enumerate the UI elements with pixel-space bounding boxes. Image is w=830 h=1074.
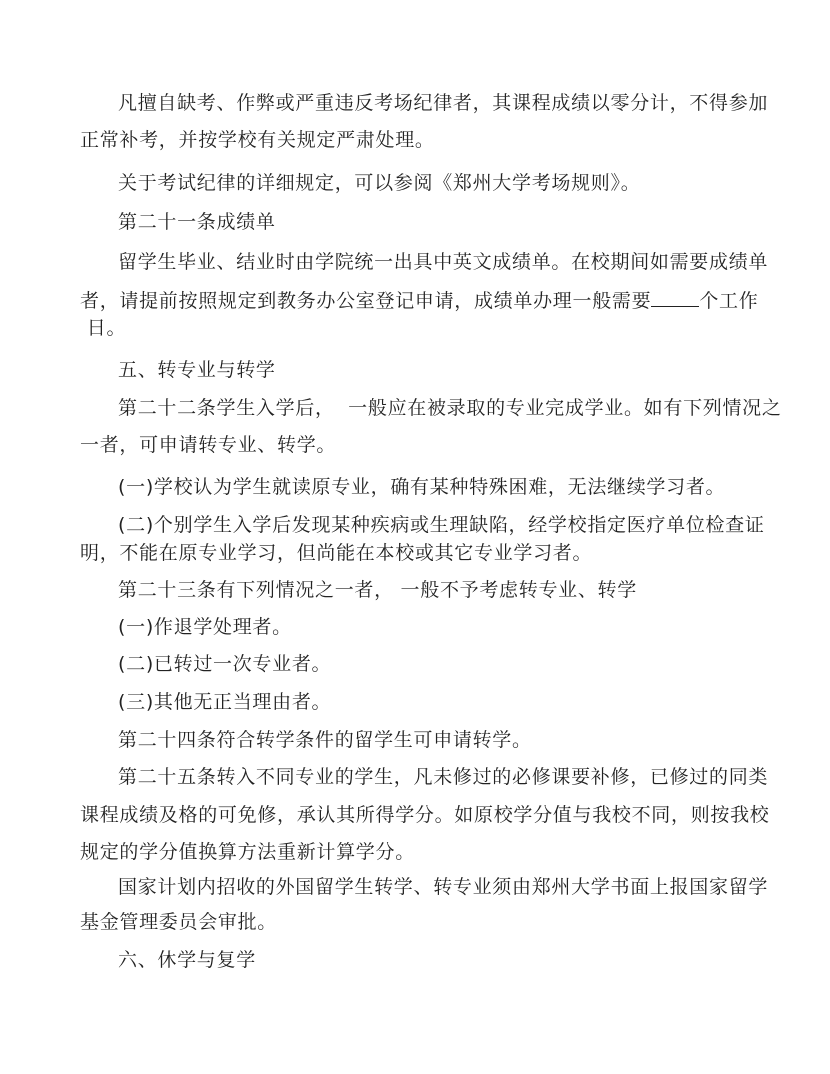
text-line bbox=[118, 615, 292, 639]
text-line bbox=[80, 288, 758, 313]
text-line-content: 第二十二条学生入学后， 一般应在被录取的专业完成学业。如有下列情况之 bbox=[118, 397, 782, 419]
text-line-content: 课程成绩及格的可免修，承认其所得学分。如原校学分值与我校不同，则按我校 bbox=[80, 804, 770, 826]
text-line bbox=[80, 541, 592, 565]
text-line bbox=[118, 475, 725, 499]
text-line-content: 六、休学与复学 bbox=[118, 949, 256, 971]
text-line bbox=[80, 840, 415, 864]
text-line-content: 日。 bbox=[80, 317, 127, 339]
text-line bbox=[118, 396, 782, 420]
text-line-content: 明，不能在原专业学习，但尚能在本校或其它专业学习者。 bbox=[80, 542, 593, 564]
text-line bbox=[118, 728, 532, 752]
text-line bbox=[118, 250, 768, 274]
text-line bbox=[118, 765, 768, 789]
text-line bbox=[118, 652, 331, 676]
text-line-content: 规定的学分值换算方法重新计算学分。 bbox=[80, 841, 415, 863]
text-line-content: (一)学校认为学生就读原专业，确有某种特殊困难，无法继续学习者。 bbox=[118, 476, 726, 498]
text-line bbox=[80, 128, 435, 152]
text-line-content: 留学生毕业、结业时由学院统一出具中英文成绩单。在校期间如需要成绩单 bbox=[118, 251, 769, 273]
text-line-content: 五、转专业与转学 bbox=[118, 359, 276, 381]
text-line-content: 一者，可申请转专业、转学。 bbox=[80, 434, 337, 456]
text-line-content: 正常补考，并按学校有关规定严肃处理。 bbox=[80, 129, 435, 151]
text-line-content: 国家计划内招收的外国留学生转学、转专业须由郑州大学书面上报国家留学 bbox=[118, 876, 769, 898]
fill-in-blank bbox=[651, 288, 699, 307]
text-line-content: 基金管理委员会审批。 bbox=[80, 911, 278, 933]
text-line-content: 第二十四条符合转学条件的留学生可申请转学。 bbox=[118, 729, 532, 751]
text-line bbox=[118, 875, 768, 899]
text-line bbox=[118, 690, 331, 714]
text-line-content: 凡擅自缺考、作弊或严重违反考场纪律者，其课程成绩以零分计，不得参加 bbox=[118, 92, 769, 114]
text-line bbox=[118, 91, 768, 115]
text-line-content: 者，请提前按照规定到教务办公室登记申请，成绩单办理一般需要 bbox=[80, 290, 652, 312]
text-line bbox=[80, 316, 126, 340]
text-line bbox=[80, 433, 336, 457]
text-line-content: 关于考试纪律的详细规定，可以参阅《郑州大学考场规则》。 bbox=[118, 172, 641, 194]
text-line bbox=[118, 578, 637, 602]
text-line bbox=[118, 513, 765, 537]
text-line bbox=[118, 948, 256, 972]
text-line-content: (一)作退学处理者。 bbox=[118, 616, 292, 638]
text-line-content: (三)其他无正当理由者。 bbox=[118, 691, 332, 713]
text-line-content: 第二十一条成绩单 bbox=[118, 211, 276, 233]
text-line-suffix: 个工作 bbox=[699, 290, 759, 312]
text-line-content: 第二十五条转入不同专业的学生，凡未修过的必修课要补修，已修过的同类 bbox=[118, 766, 769, 788]
text-line-content: (二)个别学生入学后发现某种疾病或生理缺陷，经学校指定医疗单位检查证 bbox=[118, 514, 765, 536]
text-line bbox=[118, 171, 640, 195]
text-line bbox=[80, 910, 277, 934]
text-line bbox=[80, 803, 770, 827]
text-line-content: 第二十三条有下列情况之一者， 一般不予考虑转专业、转学 bbox=[118, 579, 637, 601]
text-line bbox=[118, 358, 276, 382]
text-line-content: (二)已转过一次专业者。 bbox=[118, 653, 332, 675]
text-line bbox=[118, 210, 276, 234]
